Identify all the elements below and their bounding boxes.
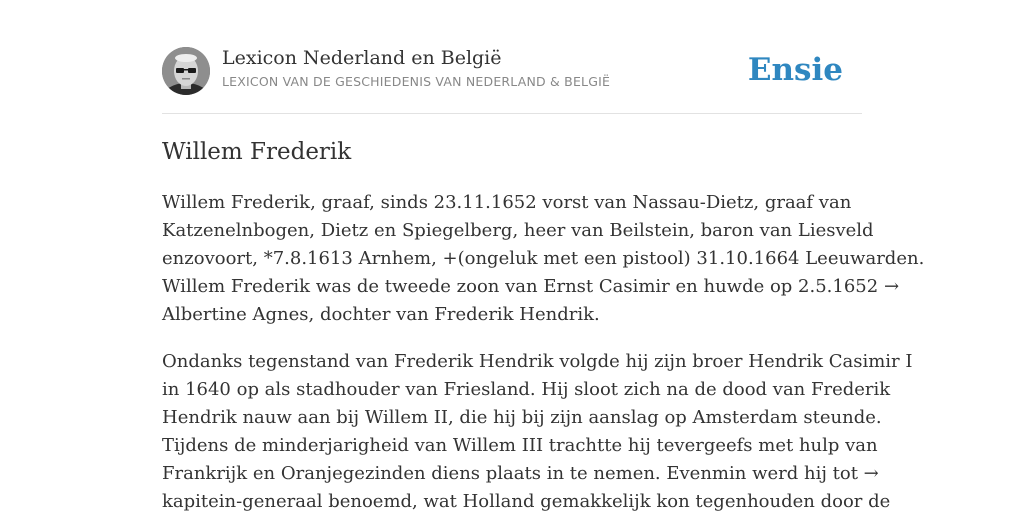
text-line-with-link <box>162 460 879 488</box>
article-paragraph-2 <box>162 348 913 512</box>
site-title[interactable]: Lexicon Nederland en België <box>222 47 502 69</box>
ensie-logo-link[interactable]: Ensie <box>747 52 843 88</box>
text-line: Tijdens de minderjarigheid van Willem III trachtte hij tevergeefs met hulp van <box>162 435 878 456</box>
text-line-with-link <box>162 273 900 301</box>
page-title: Willem Frederik <box>162 139 352 165</box>
author-portrait-icon[interactable] <box>162 47 210 95</box>
text-line: enzovoort, *7.8.1613 Arnhem, +(ongeluk met een pistool) 31.10.1664 Leeuwarden. <box>162 248 925 269</box>
text-line: Albertine Agnes, dochter van Frederik Hendrik. <box>162 304 600 325</box>
arrow-link-icon[interactable]: → <box>863 463 879 484</box>
text-line: in 1640 op als stadhouder van Friesland. Hij sloot zich na de dood van Frederik <box>162 379 891 400</box>
article-paragraph-1 <box>162 189 925 329</box>
text-segment: Willem Frederik was de tweede zoon van Ernst Casimir en huwde op 2.5.1652 <box>162 276 884 297</box>
text-line: kapitein-generaal benoemd, wat Holland gemakkelijk kon tegenhouden door de <box>162 491 891 512</box>
article-body <box>162 189 925 512</box>
arrow-link-icon[interactable]: → <box>883 276 900 297</box>
site-subtitle: LEXICON VAN DE GESCHIEDENIS VAN NEDERLAND & BELGIË <box>222 74 611 89</box>
text-line: Hendrik nauw aan bij Willem II, die hij bij zijn aanslag op Amsterdam steunde. <box>162 407 882 428</box>
text-line: Ondanks tegenstand van Frederik Hendrik volgde hij zijn broer Hendrik Casimir I <box>162 351 913 372</box>
text-line: Katzenelnbogen, Dietz en Spiegelberg, heer van Beilstein, baron van Liesveld <box>162 220 874 241</box>
text-line: Willem Frederik, graaf, sinds 23.11.1652 vorst van Nassau-Dietz, graaf van <box>162 192 852 213</box>
site-header <box>162 0 862 114</box>
text-segment: Frankrijk en Oranjegezinden diens plaats in te nemen. Evenmin werd hij tot <box>162 463 864 484</box>
content-container <box>162 0 925 512</box>
